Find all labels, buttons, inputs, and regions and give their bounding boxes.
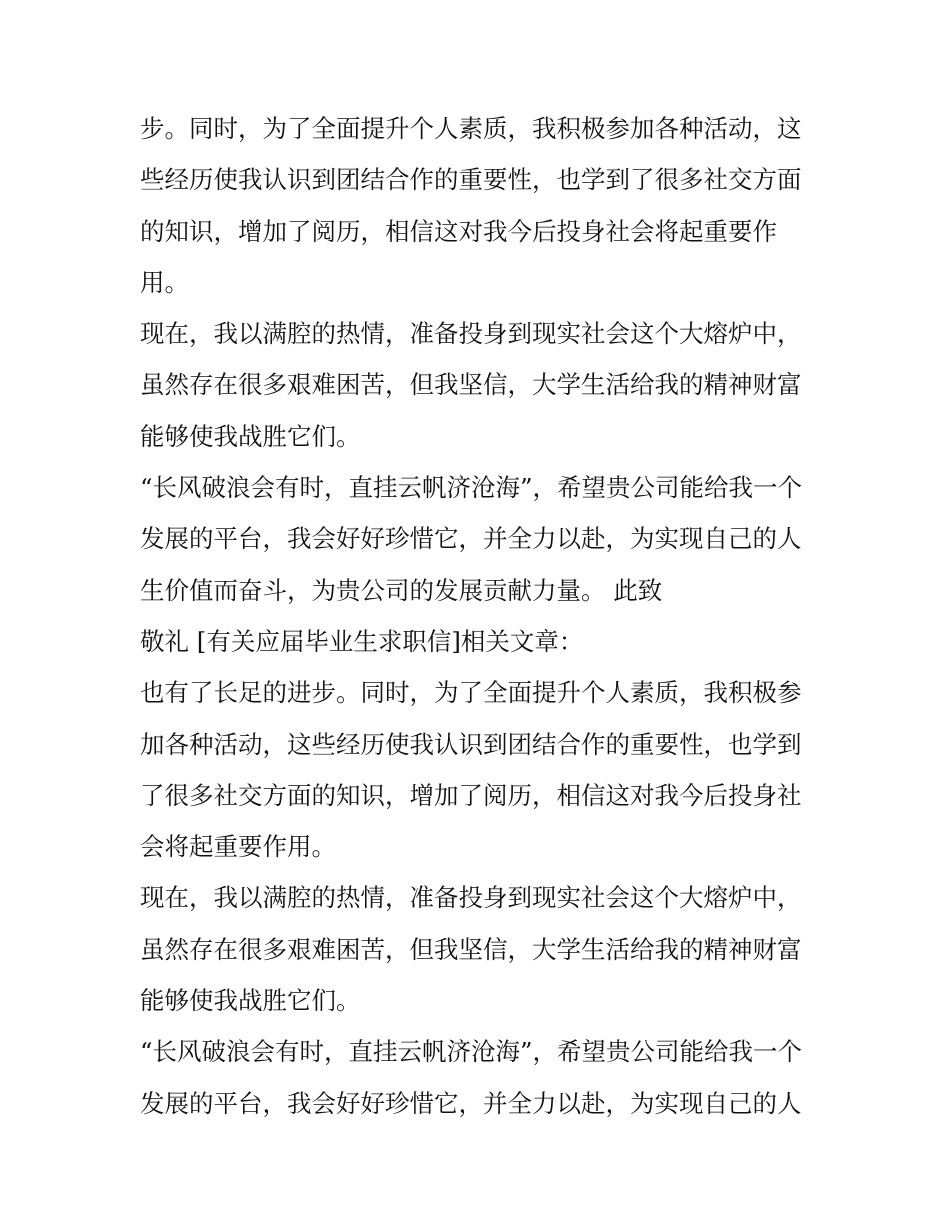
text-line: 现在，我以满腔的热情，准备投身到现实社会这个大熔炉中， <box>140 883 802 913</box>
text-line: 发展的平台，我会好好珍惜它，并全力以赴，为实现自己的人 <box>140 1088 802 1118</box>
text-line: “长风破浪会有时，直挂云帆济沧海”，希望贵公司能给我一个 <box>140 473 803 503</box>
text-line: 生价值而奋斗，为贵公司的发展贡献力量。 此致 <box>140 575 663 605</box>
text-line: 加各种活动，这些经历使我认识到团结合作的重要性，也学到 <box>140 729 802 759</box>
text-line: 现在，我以满腔的热情，准备投身到现实社会这个大熔炉中， <box>140 319 802 349</box>
text-line: 也有了长足的进步。同时，为了全面提升个人素质，我积极参 <box>140 678 802 708</box>
text-line: 步。同时，为了全面提升个人素质，我积极参加各种活动，这 <box>140 114 802 143</box>
text-line: 能够使我战胜它们。 <box>140 421 361 451</box>
text-line: 了很多社交方面的知识，增加了阅历，相信这对我今后投身社 <box>140 780 802 810</box>
text-line: 虽然存在很多艰难困苦，但我坚信，大学生活给我的精神财富 <box>140 370 802 400</box>
document-text <box>140 103 820 1129</box>
text-line: 的知识，增加了阅历，相信这对我今后投身社会将起重要作 <box>140 216 777 246</box>
text-line: 虽然存在很多艰难困苦，但我坚信，大学生活给我的精神财富 <box>140 934 802 964</box>
text-line: “长风破浪会有时，直挂云帆济沧海”，希望贵公司能给我一个 <box>140 1037 803 1067</box>
text-line: 用。 <box>140 267 189 297</box>
text-line: 能够使我战胜它们。 <box>140 986 361 1016</box>
text-line: 些经历使我认识到团结合作的重要性，也学到了很多社交方面 <box>140 165 802 195</box>
text-line: 会将起重要作用。 <box>140 832 336 862</box>
text-line: 敬礼 [有关应届毕业生求职信]相关文章： <box>140 626 584 656</box>
text-line: 发展的平台，我会好好珍惜它，并全力以赴，为实现自己的人 <box>140 524 802 554</box>
